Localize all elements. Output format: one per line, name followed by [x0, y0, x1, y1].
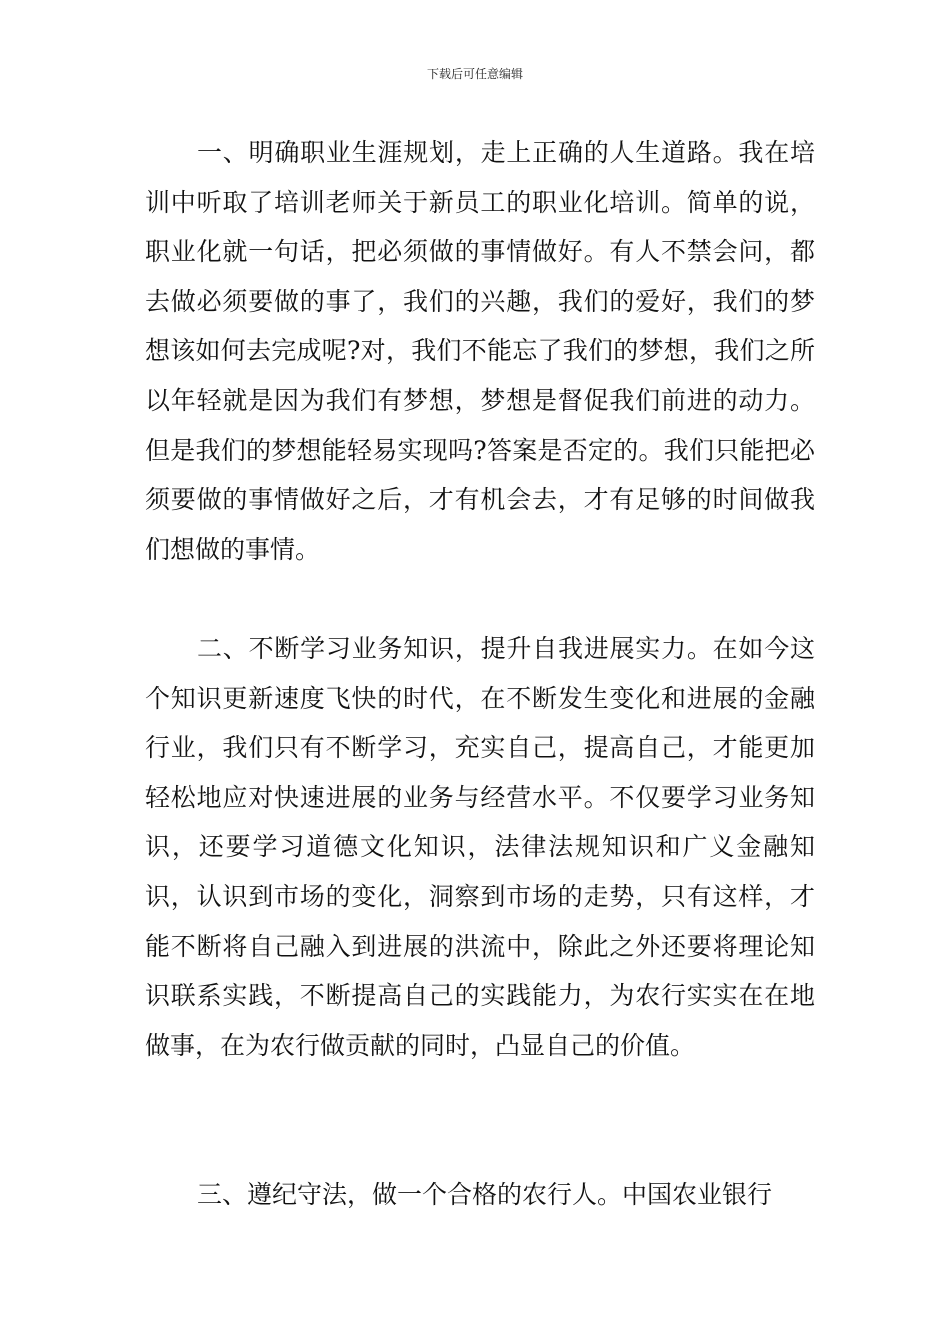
header-note: 下载后可任意编辑 — [426, 67, 523, 81]
paragraph-law-abiding: 三、遵纪守法，做一个合格的农行人。中国农业银行 — [197, 1180, 773, 1209]
paragraph-continuous-learning: 二、不断学习业务知识，提升自我进展实力。在如今这个知识更新速度飞快的时代，在不断发生变化和进展的金融行业，我们只有不断学习，充实自己，提高自己，才能更加轻松地应对快速进展的业务与经营水平。不仅要学习业务知识，还要学习道德文化知识，法律法规知识和广义金融知识，认识到市场的变化，洞察到市场的走势，只有这样，才能不断将自己融入到进展的洪流中，除此之外还要将理论知识联系实践，不断提高自己的实践能力，为农行实实在在地做事，在为农行做贡献的同时，凸显自己的价值。 — [145, 634, 815, 1060]
paragraph-career-planning: 一、明确职业生涯规划，走上正确的人生道路。我在培训中听取了培训老师关于新员工的职业化培训。简单的说，职业化就一句话，把必须做的事情做好。有人不禁会问，都去做必须要做的事了，我们的兴趣，我们的爱好，我们的梦想该如何去完成呢?对，我们不能忘了我们的梦想，我们之所以年轻就是因为我们有梦想，梦想是督促我们前进的动力。但是我们的梦想能轻易实现吗?答案是否定的。我们只能把必须要做的事情做好之后，才有机会去，才有足够的时间做我们想做的事情。 — [145, 138, 815, 564]
